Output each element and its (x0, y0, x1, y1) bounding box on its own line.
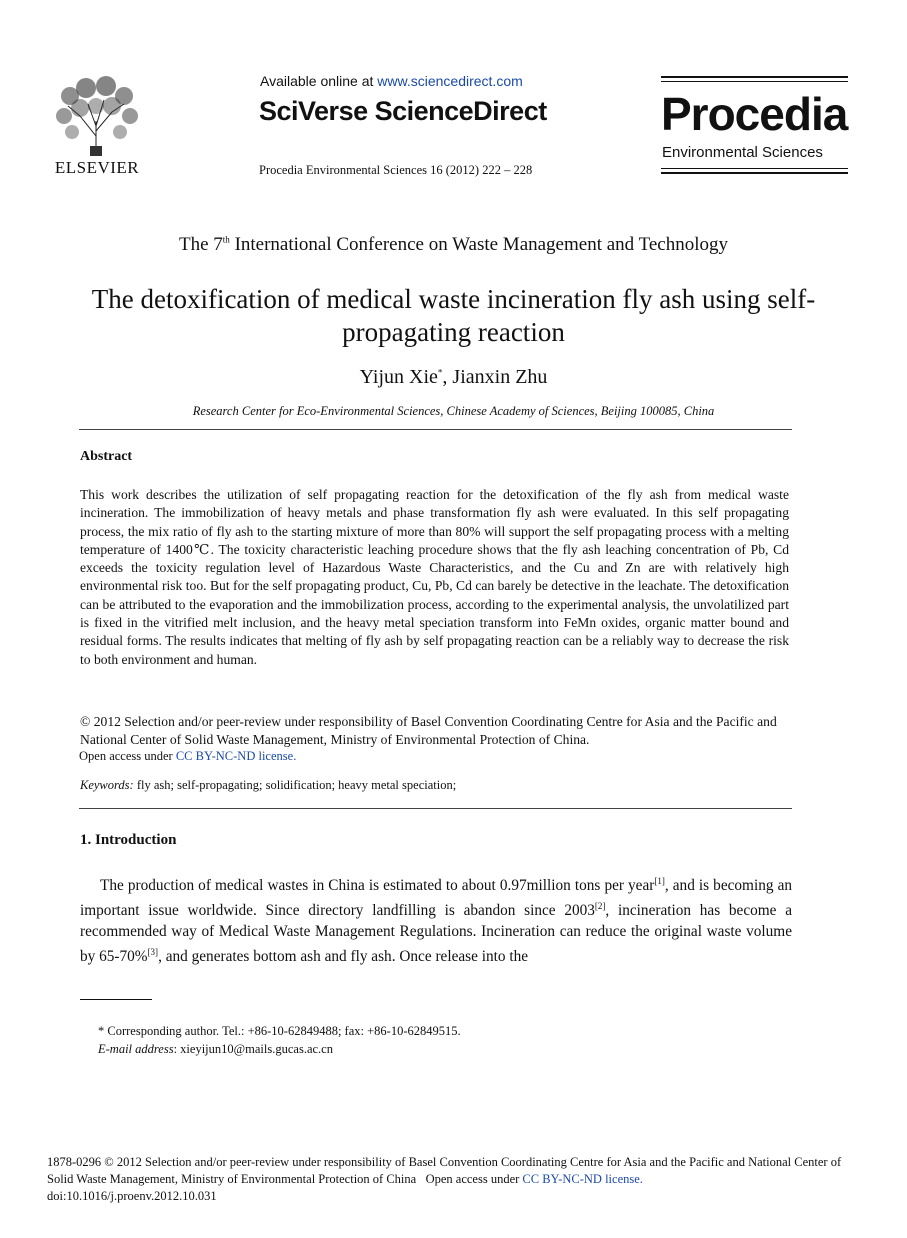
intro-text-3: , incineration has become a recommended way of Medical Waste Management Regulations. Incineration can reduce the original waste volume by 65-70% (80, 902, 792, 965)
introduction-paragraph (80, 871, 792, 967)
abstract-heading: Abstract (80, 449, 133, 464)
intro-text-4: , and generates bottom ash and fly ash. Once release into the (158, 947, 529, 965)
publisher-logo-text: ELSEVIER (54, 158, 140, 177)
corresponding-mark: * (437, 367, 443, 378)
footer-doi: doi:10.1016/j.proenv.2012.10.031 (47, 1189, 217, 1203)
introduction-body (80, 871, 792, 967)
citation-ref-3[interactable]: [3] (147, 946, 159, 957)
author-first: Yijun Xie (359, 366, 438, 388)
brand-rule-bottom (661, 172, 848, 174)
author-list (0, 366, 907, 389)
conference-rest: International Conference on Waste Management and Technology (229, 234, 728, 255)
page-footer (47, 1154, 867, 1205)
journal-brand-title: Procedia (661, 88, 848, 140)
introduction-heading: 1. Introduction (80, 832, 177, 848)
footnote-rule (80, 999, 152, 1000)
paper-title: The detoxification of medical waste incineration fly ash using self-propagating reaction (91, 284, 816, 347)
license-link[interactable]: CC BY-NC-ND license. (175, 749, 297, 763)
keywords-label: Keywords: (80, 778, 134, 792)
open-access-line (79, 749, 296, 764)
brand-rule-top-thin (661, 81, 848, 82)
divider-bottom (79, 808, 792, 809)
footnote-corresponding: * Corresponding author. Tel.: +86-10-62849488; fax: +86-10-62849515. (98, 1024, 461, 1038)
email-value: : xieyijun10@mails.gucas.ac.cn (173, 1042, 333, 1056)
available-online-line (260, 73, 523, 89)
intro-text-1: The production of medical wastes in China is estimated to about 0.97million tons per year (100, 877, 655, 895)
footer-open-access-prefix: Open access under (425, 1172, 523, 1186)
brand-rule-top (661, 76, 848, 78)
footnote-email (98, 1042, 333, 1057)
affiliation: Research Center for Eco-Environmental Sciences, Chinese Academy of Sciences, Beijing 100085, China (192, 404, 715, 418)
keywords-line (80, 778, 456, 793)
sciencedirect-link[interactable]: www.sciencedirect.com (377, 73, 523, 89)
conference-prefix: The 7 (179, 234, 223, 255)
footer-copyright: 1878-0296 © 2012 Selection and/or peer-review under responsibility of Basel Convention Coordinating Centre for Asia and the Pacific and National Center of Solid Waste Management, Ministry of Environmental Protection of China (47, 1155, 842, 1186)
citation-ref-1[interactable]: [1] (654, 876, 665, 886)
abstract-body: This work describes the utilization of self propagating reaction for the detoxification of the fly ash from medical waste incineration. The immobilization of heavy metals and phase transformation fly ash were evaluated. In this self propagating process, the mix ratio of fly ash to the starting mixture of more than 80% will support the self propagating process with a melting temperature of 1400℃. The toxicity characteristic leaching procedure shows that the fly ash leaching concentration of Pb, Cd exceeds the toxicity regulation level of Hazardous Waste Characteristics, and the Cu and Zn are with relatively high environmental risk too. But for the self propagating product, Cu, Pb, Cd can barely be detective in the leachate. The detoxification can be attributed to the evaporation and the immobilization process, according to the experimental analysis, the unvolatilized part is fixed in the vitrified melt inclusion, and the heavy metal speciation transform into FeMn oxides, organic matter bound and residual forms. The results indicates that melting of fly ash by self propagating reaction can be a reliably way to decrease the risk to both environment and human. (80, 487, 789, 667)
email-label: E-mail address (98, 1042, 174, 1056)
open-access-prefix: Open access under (79, 749, 176, 763)
brand-rule-bottom-thin (661, 168, 848, 169)
available-prefix: Available online at (260, 73, 378, 89)
keywords-list: fly ash; self-propagating; solidification; heavy metal speciation; (133, 778, 457, 792)
journal-brand-subtitle: Environmental Sciences (662, 144, 823, 161)
footer-license-link[interactable]: CC BY-NC-ND license. (522, 1172, 643, 1186)
conference-name (0, 234, 907, 256)
copyright-notice: © 2012 Selection and/or peer-review under responsibility of Basel Convention Coordinating Centre for Asia and the Pacific and National Center of Solid Waste Management, Ministry of Environmental Protection of China. (80, 714, 777, 747)
journal-brand-box (661, 76, 848, 176)
conference-ordinal: th (222, 234, 230, 245)
intro-text-2: , and is becoming an important issue worldwide. Since directory landfilling is abandon since 2003 (80, 877, 793, 920)
platform-name: SciVerse ScienceDirect (259, 96, 547, 126)
divider-top (79, 429, 792, 430)
citation-ref-2[interactable]: [2] (594, 901, 606, 912)
author-rest: , Jianxin Zhu (442, 366, 548, 388)
journal-reference: Procedia Environmental Sciences 16 (2012) 222 – 228 (259, 163, 533, 177)
